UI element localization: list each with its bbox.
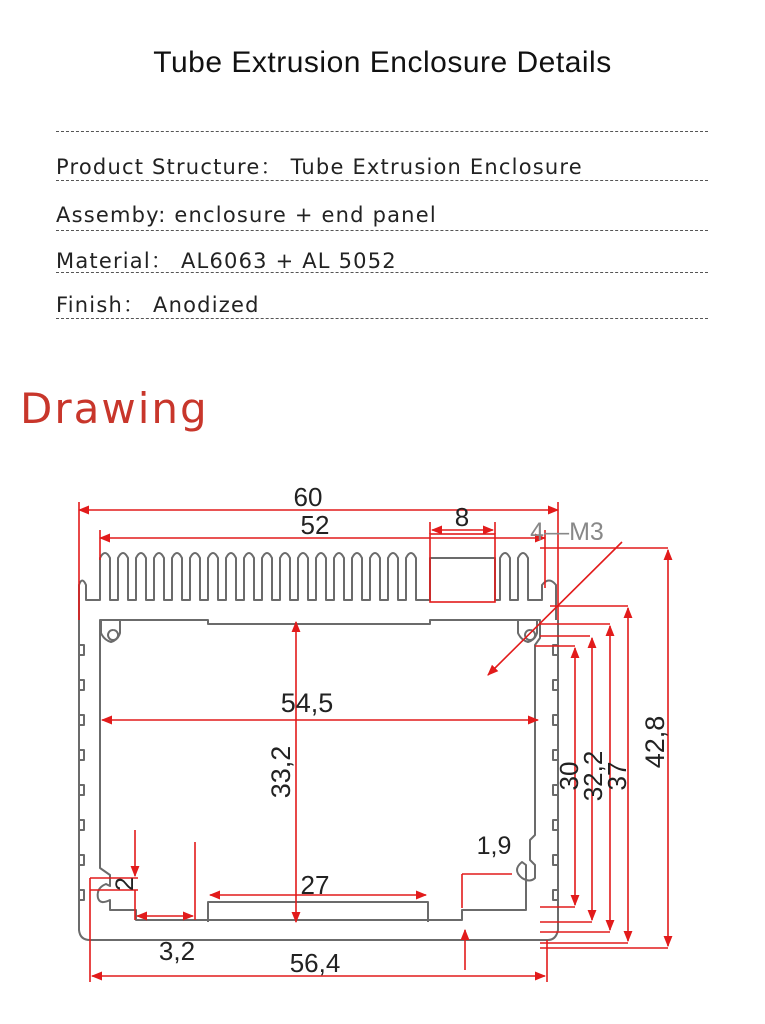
screw-slot	[101, 620, 120, 642]
dim-label-60: 60	[293, 482, 323, 512]
heat-fins	[79, 553, 556, 620]
dim-label-2: 2	[111, 877, 139, 891]
dim-label-1-9: 1,9	[476, 832, 512, 860]
drawing-heading: Drawing	[20, 384, 209, 433]
spec-divider	[56, 131, 708, 132]
dim-label-m3: 4—M3	[530, 518, 604, 546]
dim-label-32-2: 32,2	[578, 750, 608, 802]
dim-label-52: 52	[300, 510, 330, 540]
dim-label-56-4: 56,4	[289, 948, 341, 978]
spec-divider	[56, 318, 708, 319]
screw-slot	[518, 620, 537, 642]
spec-material: Material： AL6063 + AL 5052	[56, 249, 397, 273]
spec-divider	[56, 180, 708, 181]
dim-label-33-2: 33,2	[266, 745, 296, 799]
spec-assembly: Assemby: enclosure + end panel	[56, 203, 437, 227]
dimension-lines	[79, 502, 668, 982]
page-title: Tube Extrusion Enclosure Details	[153, 46, 612, 79]
spec-divider	[56, 272, 708, 273]
dim-label-3-2: 3,2	[158, 936, 196, 966]
spec-product-structure: Product Structure： Tube Extrusion Enclosure	[56, 155, 583, 179]
side-grooves	[79, 645, 558, 900]
dim-label-8: 8	[454, 502, 470, 532]
spec-finish: Finish： Anodized	[56, 293, 260, 317]
dim-box-8	[430, 534, 495, 602]
dim-label-30: 30	[554, 761, 584, 791]
spec-divider	[56, 230, 708, 231]
enclosure-drawing	[0, 470, 765, 1020]
dim-label-27: 27	[300, 870, 330, 900]
dim-label-54-5: 54,5	[280, 688, 334, 718]
dim-label-37: 37	[602, 761, 632, 791]
dim-label-42-8: 42,8	[640, 715, 670, 769]
